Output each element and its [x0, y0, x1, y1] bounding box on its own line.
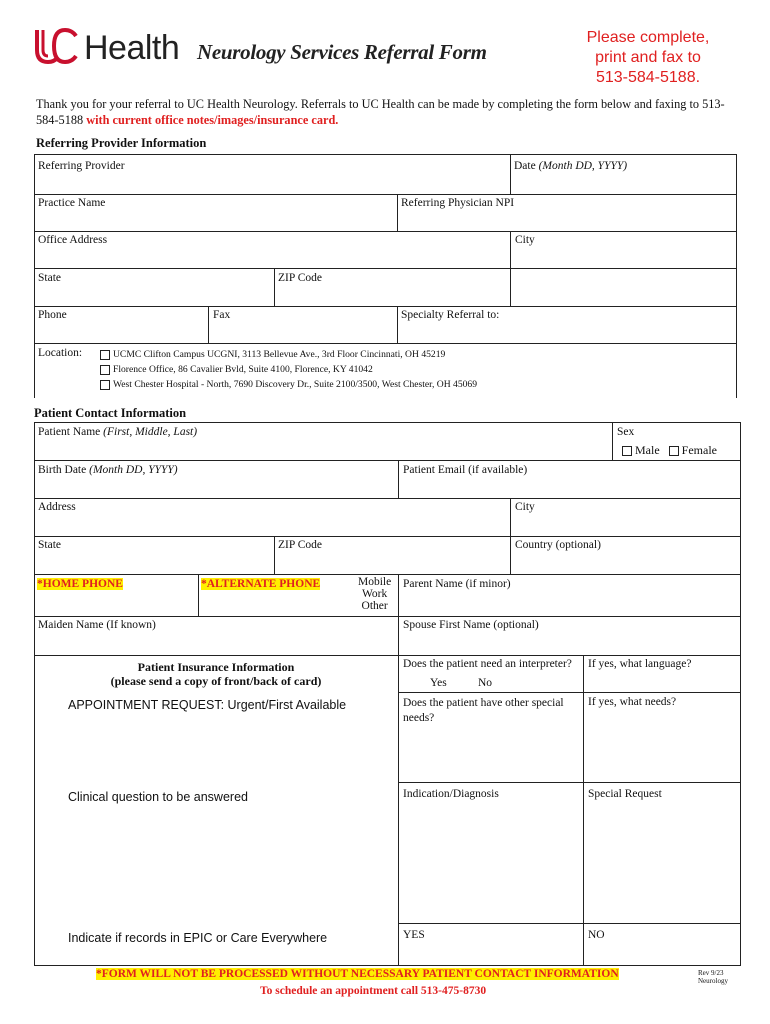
location-text: West Chester Hospital - North, 7690 Discovery Dr., Suite 2100/3500, West Chester, OH 45069 — [113, 379, 478, 390]
referring-provider-table — [34, 154, 737, 398]
revision-date: Rev 9/23 — [698, 969, 724, 977]
maiden-name-field[interactable]: Maiden Name (If known) — [38, 619, 156, 631]
phone-type-options[interactable] — [358, 576, 391, 612]
interpreter-yes[interactable]: Yes — [430, 677, 447, 689]
intro-emphasis: with current office notes/images/insurance card. — [86, 113, 339, 127]
clinical-question-field[interactable]: Clinical question to be answered — [68, 790, 248, 804]
birth-date-field[interactable] — [38, 464, 178, 476]
appointment-request-field[interactable]: APPOINTMENT REQUEST: Urgent/First Available — [68, 698, 347, 712]
processing-warning: *FORM WILL NOT BE PROCESSED WITHOUT NECESSARY PATIENT CONTACT INFORMATION — [96, 968, 619, 980]
fax-note-line-1: Please complete, — [586, 29, 710, 46]
checkbox[interactable] — [100, 365, 110, 375]
alternate-phone-field[interactable]: *ALTERNATE PHONE — [201, 578, 321, 590]
records-no[interactable]: NO — [588, 929, 605, 941]
records-question: Indicate if records in EPIC or Care Everywhere — [68, 931, 328, 945]
location-option-florence[interactable] — [100, 364, 373, 375]
sex-label: Sex — [617, 426, 635, 438]
patient-heading: Patient Contact Information — [34, 406, 187, 420]
location-text: UCMC Clifton Campus UCGNI, 3113 Bellevue Ave., 3rd Floor Cincinnati, OH 45219 — [113, 349, 446, 360]
form-title: Neurology Services Referral Form — [197, 40, 487, 64]
patient-name-format: (First, Middle, Last) — [103, 426, 198, 438]
office-phone-field[interactable]: Phone — [38, 309, 67, 321]
uc-health-logo — [34, 26, 179, 66]
patient-table — [34, 422, 741, 966]
male-label: Male — [635, 443, 660, 457]
phone-type-work[interactable]: Work — [361, 588, 388, 600]
female-label: Female — [681, 443, 717, 457]
records-yes[interactable]: YES — [403, 929, 425, 941]
referral-date-label: Date — [514, 160, 536, 172]
patient-country-field[interactable]: Country (optional) — [515, 539, 601, 551]
sex-options — [622, 443, 717, 458]
fax-note — [568, 28, 728, 88]
male-checkbox[interactable] — [622, 446, 632, 456]
physician-npi-field[interactable]: Referring Physician NPI — [401, 197, 515, 209]
interpreter-question: Does the patient need an interpreter? — [403, 658, 572, 670]
office-city-field[interactable]: City — [515, 234, 535, 246]
birth-date-label: Birth Date — [38, 464, 87, 476]
patient-state-field[interactable]: State — [38, 539, 61, 551]
schedule-phone: To schedule an appointment call 513-475-8730 — [260, 985, 487, 997]
patient-name-field[interactable] — [38, 426, 197, 438]
patient-email-field[interactable]: Patient Email (if available) — [403, 464, 528, 476]
home-phone-field[interactable]: *HOME PHONE — [37, 578, 123, 590]
referral-date-field[interactable] — [514, 160, 627, 172]
office-address-field[interactable]: Office Address — [38, 234, 108, 246]
office-fax-field[interactable]: Fax — [213, 309, 231, 321]
parent-name-field[interactable]: Parent Name (if minor) — [403, 578, 511, 590]
location-text: Florence Office, 86 Cavalier Bvld, Suite 4100, Florence, KY 41042 — [113, 364, 373, 375]
interpreter-no[interactable]: No — [478, 677, 493, 689]
logo-text: Health — [84, 29, 180, 67]
insurance-title: Patient Insurance Information — [137, 660, 295, 674]
patient-address-field[interactable]: Address — [38, 501, 76, 513]
intro-paragraph — [36, 96, 736, 128]
patient-zip-field[interactable]: ZIP Code — [278, 539, 322, 551]
practice-name-field[interactable]: Practice Name — [38, 197, 106, 209]
referring-provider-field[interactable]: Referring Provider — [38, 160, 125, 172]
revision-info — [698, 969, 728, 985]
language-field[interactable]: If yes, what language? — [588, 658, 692, 670]
office-state-field[interactable]: State — [38, 272, 61, 284]
special-request-field[interactable]: Special Request — [588, 788, 662, 800]
patient-name-label: Patient Name — [38, 426, 101, 438]
referring-heading: Referring Provider Information — [36, 136, 207, 150]
special-needs-question: Does the patient have other special needs? — [403, 697, 564, 724]
specialty-referral-field[interactable]: Specialty Referral to: — [401, 309, 500, 321]
birth-date-format: (Month DD, YYYY) — [89, 464, 178, 476]
location-option-clifton[interactable] — [100, 349, 445, 360]
office-zip-field[interactable]: ZIP Code — [278, 272, 322, 284]
phone-type-other[interactable]: Other — [361, 600, 388, 612]
revision-dept: Neurology — [698, 977, 728, 985]
spouse-name-field[interactable]: Spouse First Name (optional) — [403, 619, 539, 631]
insurance-note: (please send a copy of front/back of card) — [110, 674, 322, 688]
phone-type-mobile[interactable]: Mobile — [358, 576, 392, 588]
needs-field[interactable]: If yes, what needs? — [588, 696, 677, 708]
indication-diagnosis-field[interactable]: Indication/Diagnosis — [403, 788, 499, 800]
checkbox[interactable] — [100, 350, 110, 360]
fax-note-line-2: print and fax to — [595, 49, 701, 66]
insurance-info[interactable] — [34, 660, 398, 688]
patient-city-field[interactable]: City — [515, 501, 535, 513]
intro-text: Thank you for your referral to UC Health Neurology. Referrals to UC Health can be made by completing the form below and faxing to 513-584-5188 — [36, 97, 725, 127]
checkbox[interactable] — [100, 380, 110, 390]
referral-date-format: (Month DD, YYYY) — [538, 160, 628, 172]
fax-note-line-3: 513-584-5188. — [595, 69, 701, 86]
location-label: Location: — [38, 347, 83, 359]
location-option-west-chester[interactable] — [100, 379, 477, 390]
female-checkbox[interactable] — [669, 446, 679, 456]
uc-logo-icon — [34, 26, 80, 66]
